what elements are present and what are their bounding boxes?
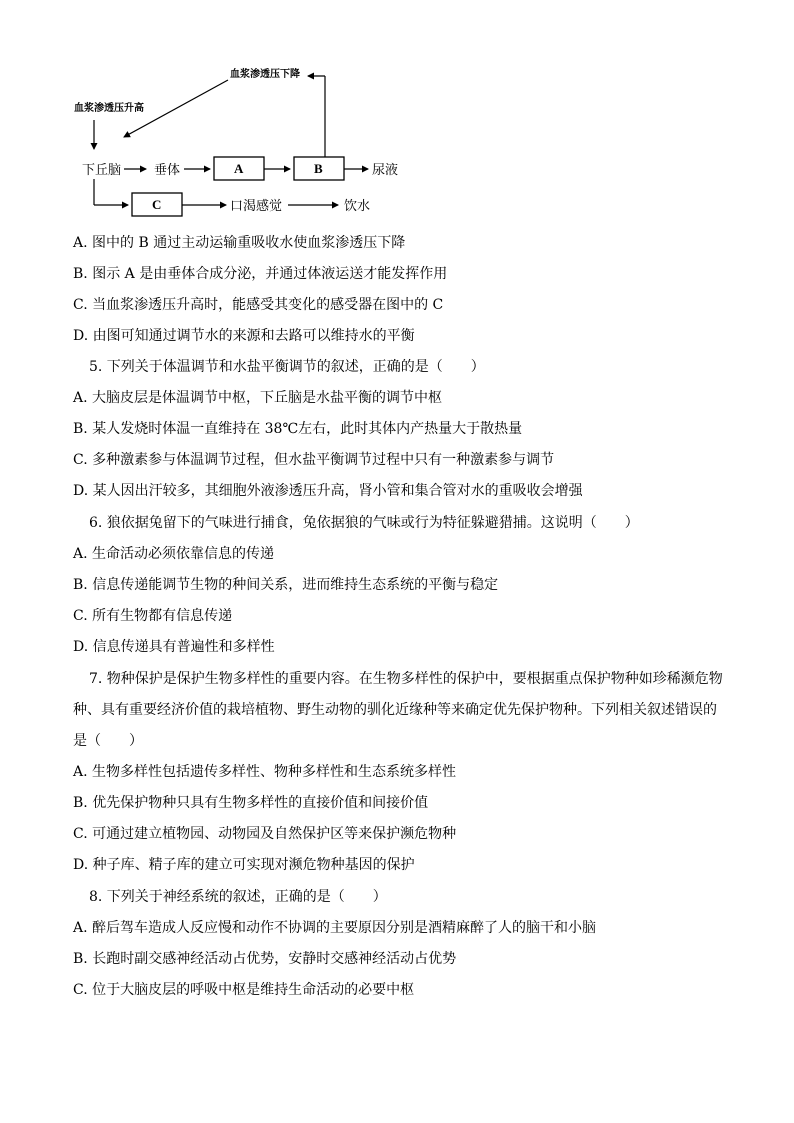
q7-option-b: B. 优先保护物种只具有生物多样性的直接价值和间接价值 xyxy=(73,795,429,811)
q6-option-c: C. 所有生物都有信息传递 xyxy=(73,608,233,624)
q6-option-d: D. 信息传递具有普遍性和多样性 xyxy=(73,639,275,655)
q8-option-a: A. 醉后驾车造成人反应慢和动作不协调的主要原因分别是酒精麻醉了人的脑干和小脑 xyxy=(73,920,597,936)
q7-option-c: C. 可通过建立植物园、动物园及自然保护区等来保护濒危物种 xyxy=(73,826,457,842)
q7-option-a: A. 生物多样性包括遗传多样性、物种多样性和生态系统多样性 xyxy=(73,764,457,780)
q7-stem-line3: 是（ ） xyxy=(73,733,143,749)
q4-option-b: B. 图示 A 是由垂体合成分泌，并通过体液运送才能发挥作用 xyxy=(73,266,448,282)
drink-water-label: 饮水 xyxy=(344,199,371,214)
q4-option-c: C. 当血浆渗透压升高时，能感受其变化的感受器在图中的 C xyxy=(73,297,444,313)
q4-option-d: D. 由图可知通过调节水的来源和去路可以维持水的平衡 xyxy=(73,328,415,344)
q5-option-b: B. 某人发烧时体温一直维持在 38℃左右，此时其体内产热量大于散热量 xyxy=(73,421,523,437)
q6-stem: 6. 狼依据兔留下的气味进行捕食，兔依据狼的气味或行为特征躲避猎捕。这说明（ ） xyxy=(89,515,639,531)
thirst-label: 口渴感觉 xyxy=(230,199,283,214)
plasma-osmotic-decrease-label: 血浆渗透压下降 xyxy=(230,69,300,80)
box-b-label: B xyxy=(314,161,323,176)
box-a-label: A xyxy=(234,161,244,176)
box-c-label: C xyxy=(152,197,162,212)
urine-label: 尿液 xyxy=(372,163,399,178)
q8-stem: 8. 下列关于神经系统的叙述，正确的是（ ） xyxy=(89,889,387,905)
q4-option-a: A. 图中的 B 通过主动运输重吸收水使血浆渗透压下降 xyxy=(73,235,406,251)
q5-stem: 5. 下列关于体温调节和水盐平衡调节的叙述，正确的是（ ） xyxy=(89,359,485,375)
pituitary-label: 垂体 xyxy=(154,163,181,178)
q7-stem-line2: 种、具有重要经济价值的栽培植物、野生动物的驯化近缘种等来确定优先保护物种。下列相关叙述错误的 xyxy=(73,702,717,718)
q7-stem-line1: 7. 物种保护是保护生物多样性的重要内容。在生物多样性的保护中，要根据重点保护物种如珍稀濒危物 xyxy=(89,671,723,687)
q7-option-d: D. 种子库、精子库的建立可实现对濒危物种基因的保护 xyxy=(73,857,415,873)
q6-option-b: B. 信息传递能调节生物的种间关系，进而维持生态系统的平衡与稳定 xyxy=(73,577,499,593)
water-balance-diagram xyxy=(60,62,420,222)
hypothalamus-label: 下丘脑 xyxy=(82,163,122,178)
q8-option-c: C. 位于大脑皮层的呼吸中枢是维持生命活动的必要中枢 xyxy=(73,982,415,998)
q8-option-b: B. 长跑时副交感神经活动占优势，安静时交感神经活动占优势 xyxy=(73,951,457,967)
q6-option-a: A. 生命活动必须依靠信息的传递 xyxy=(73,546,275,562)
q5-option-d: D. 某人因出汗较多，其细胞外液渗透压升高，肾小管和集合管对水的重吸收会增强 xyxy=(73,483,583,499)
q5-option-a: A. 大脑皮层是体温调节中枢，下丘脑是水盐平衡的调节中枢 xyxy=(73,390,443,406)
q5-option-c: C. 多种激素参与体温调节过程，但水盐平衡调节过程中只有一种激素参与调节 xyxy=(73,452,555,468)
plasma-osmotic-increase-label: 血浆渗透压升高 xyxy=(74,103,144,114)
